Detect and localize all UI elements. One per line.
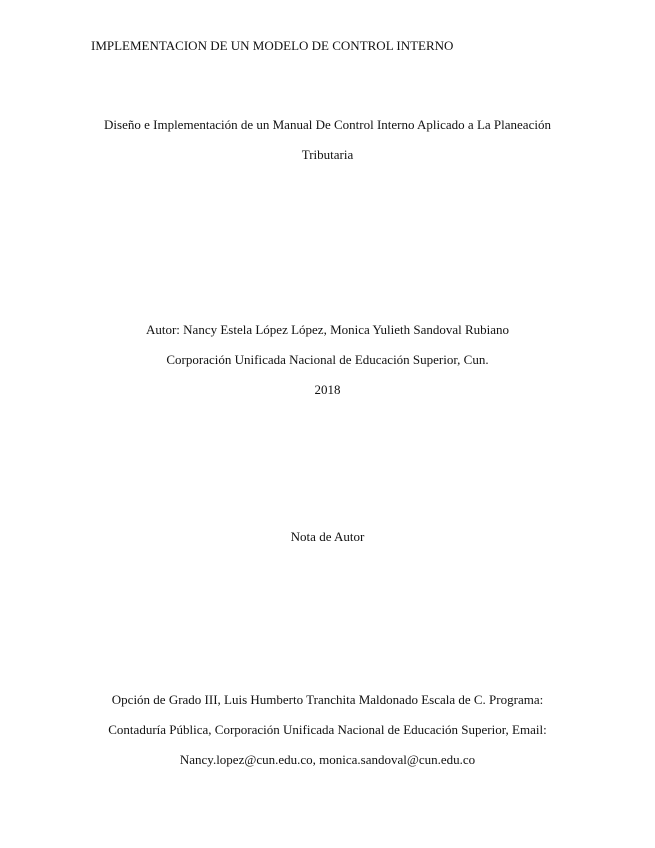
author-note-line-2: Contaduría Pública, Corporación Unificada Nacional de Educación Superior, Email:	[108, 722, 547, 737]
year: 2018	[314, 382, 341, 397]
author-note-heading: Nota de Autor	[290, 529, 365, 544]
author-note-line-1: Opción de Grado III, Luis Humberto Tranchita Maldonado Escala de C. Programa:	[111, 692, 544, 707]
author-note-email: Nancy.lopez@cun.edu.co, monica.sandoval@cun.edu.co	[179, 752, 476, 767]
authors: Autor: Nancy Estela López López, Monica Yulieth Sandoval Rubiano	[145, 322, 510, 337]
institution: Corporación Unificada Nacional de Educación Superior, Cun.	[166, 352, 489, 367]
title-line-2: Tributaria	[301, 147, 354, 162]
title-line-1: Diseño e Implementación de un Manual De Control Interno Aplicado a La Planeación	[104, 117, 551, 132]
running-head: IMPLEMENTACION DE UN MODELO DE CONTROL INTERNO	[91, 38, 454, 53]
